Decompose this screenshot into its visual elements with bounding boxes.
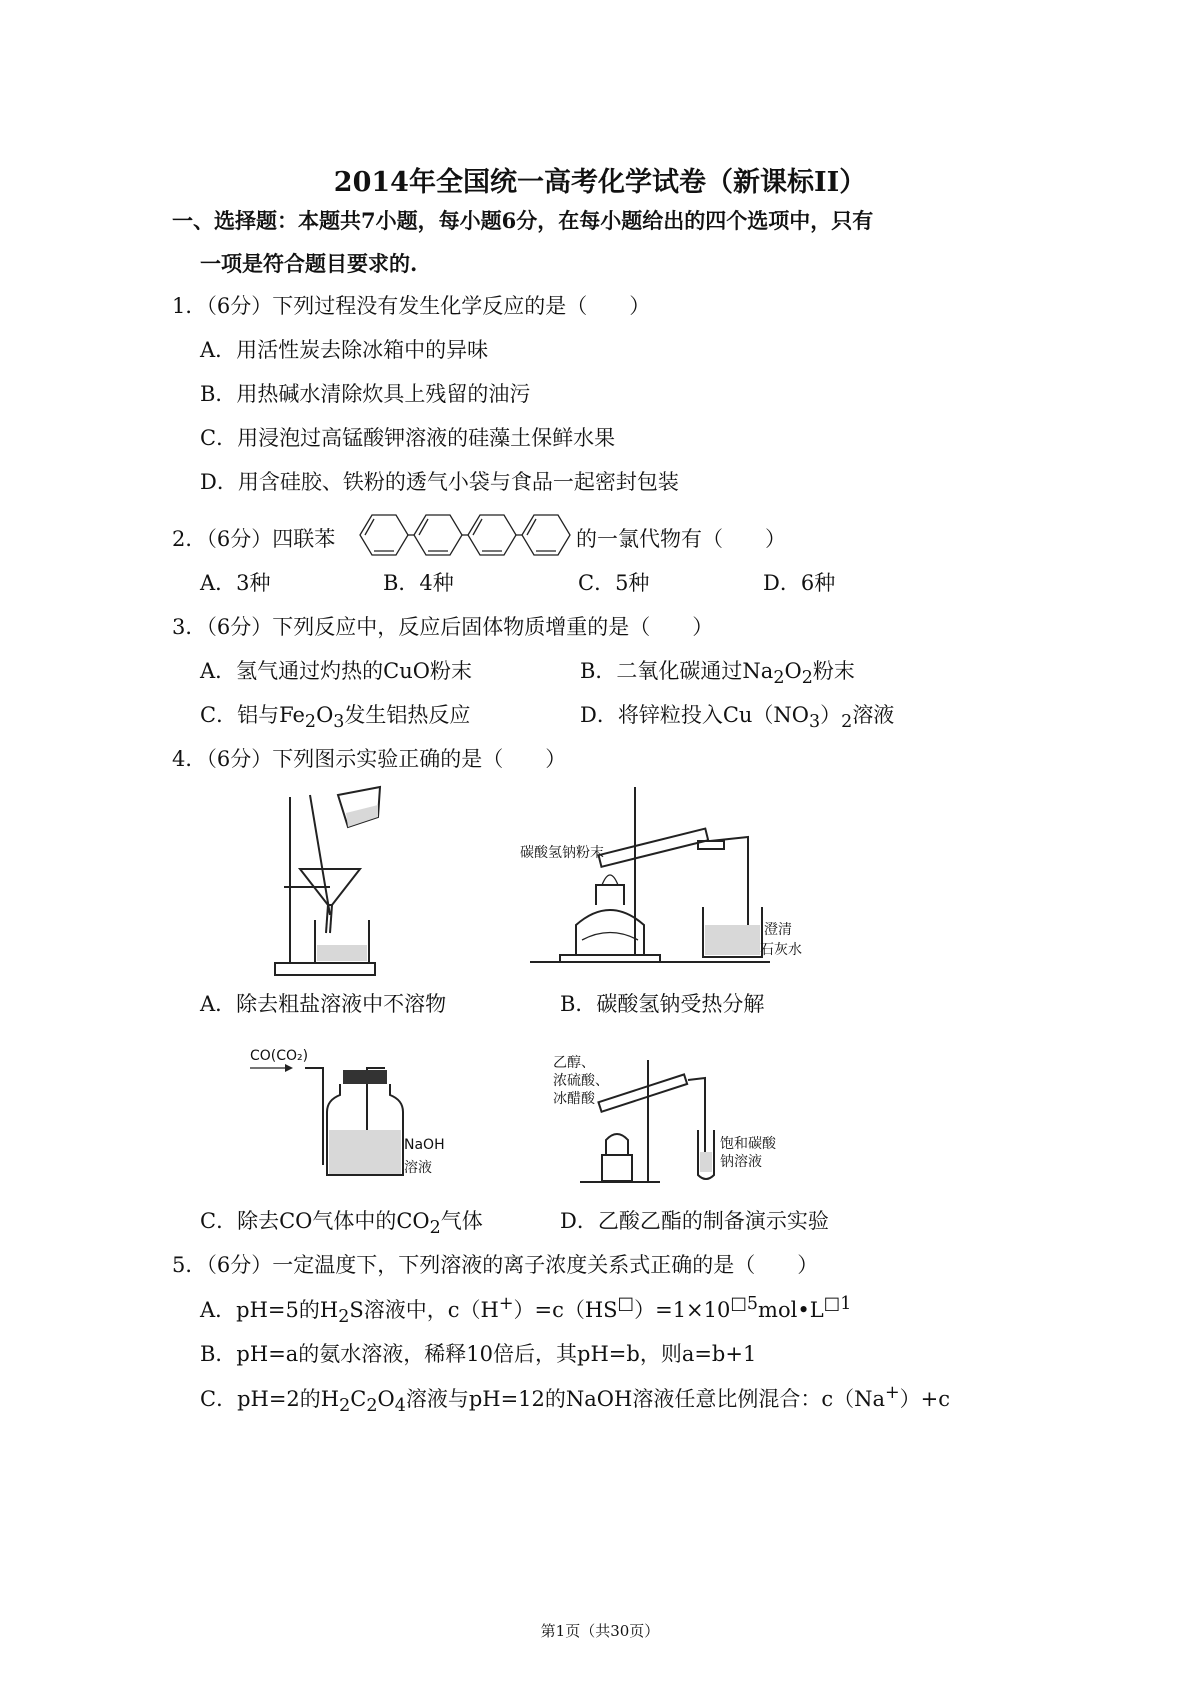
fig-c-label-gas: CO(CO₂) — [250, 1048, 309, 1064]
q3-option-d: D．将锌粒投入$Cu(NO_3)_2$溶液 — [580, 703, 895, 733]
q4-caption-a: A．除去粗盐溶液中不溶物 — [200, 992, 447, 1016]
q5-option-c: C．pH=2的$H_2C_2O_4$溶液与pH=12的NaOH溶液任意比例混合：c（Na+）+c — [200, 1383, 951, 1417]
figure-c-gas-washing-bottle — [245, 1060, 405, 1180]
q1-option-d: D．用含硅胶、铁粉的透气小袋与食品一起密封包装 — [200, 470, 679, 494]
q1-option-b: B．用热碱水清除炊具上残留的油污 — [200, 382, 531, 406]
page-title: 2014年全国统一高考化学试卷（新课标II） — [333, 167, 867, 198]
q2-option-c: C．5种 — [578, 571, 650, 595]
question-2-stem-before: 2．（6分）四联苯 — [172, 527, 336, 551]
section-header-line2: 一项是符合题目要求的. — [200, 251, 418, 276]
question-1-stem: 1．（6分）下列过程没有发生化学反应的是（ ） — [172, 294, 651, 318]
fig-d-label-reagent3: 冰醋酸 — [553, 1091, 595, 1107]
q2-option-b: B．4种 — [383, 571, 454, 595]
q3-option-c: C．铝与$Fe_2O_3$发生铝热反应 — [200, 703, 471, 733]
fig-d-label-solution2: 钠溶液 — [720, 1154, 762, 1170]
q2-option-a: A．3种 — [200, 571, 271, 595]
figure-d-ester-preparation — [580, 1060, 740, 1190]
q1-option-c: C．用浸泡过高锰酸钾溶液的硅藻土保鲜水果 — [200, 426, 616, 450]
question-4-stem: 4．（6分）下列图示实验正确的是（ ） — [172, 747, 567, 771]
question-2-stem-after: 的一氯代物有（ ） — [576, 527, 786, 551]
question-3-stem: 3．（6分）下列反应中，反应后固体物质增重的是（ ） — [172, 615, 714, 639]
section-header-line1: 一、选择题：本题共7小题，每小题6分，在每小题给出的四个选项中，只有 — [172, 208, 874, 233]
fig-c-label-naoh: NaOH — [404, 1137, 445, 1153]
page-footer: 第1页（共30页） — [540, 1622, 660, 1640]
fig-b-label-limewater2: 石灰水 — [760, 942, 802, 958]
q1-option-a: A．用活性炭去除冰箱中的异味 — [200, 338, 489, 362]
fig-b-label-powder: 碳酸氢钠粉末 — [520, 845, 604, 861]
quaterphenyl-structure — [352, 506, 574, 564]
q2-option-d: D．6种 — [763, 571, 836, 595]
q5-option-a: A．pH=5的$H_2S$溶液中，$c(H^+)=c(HS^□)=1\times 10^{□5}mol•L^{□1}$ — [200, 1294, 852, 1328]
question-5-stem: 5．（6分）一定温度下，下列溶液的离子浓度关系式正确的是（ ） — [172, 1253, 819, 1277]
q5-option-b: B．pH=a的氨水溶液，稀释10倍后，其pH=b，则a=b+1 — [200, 1342, 757, 1366]
q3-option-b: B．二氧化碳通过$Na_2O_2$粉末 — [580, 659, 855, 689]
fig-c-label-solution: 溶液 — [404, 1160, 432, 1176]
q4-caption-d: D．乙酸乙酯的制备演示实验 — [560, 1209, 829, 1233]
fig-d-label-solution1: 饱和碳酸 — [720, 1136, 776, 1152]
fig-d-label-reagent2: 浓硫酸、 — [553, 1073, 609, 1089]
q3-option-a: A．氢气通过灼热的CuO粉末 — [200, 659, 472, 683]
q4-caption-c: C．除去CO气体中的$CO_2$气体 — [200, 1209, 483, 1239]
q4-caption-b: B．碳酸氢钠受热分解 — [560, 992, 765, 1016]
figure-a-filtration — [270, 775, 380, 985]
fig-d-label-reagent1: 乙醇、 — [553, 1055, 595, 1071]
figure-b-nahco3-heating — [530, 785, 770, 965]
fig-b-label-limewater1: 澄清 — [764, 922, 792, 938]
